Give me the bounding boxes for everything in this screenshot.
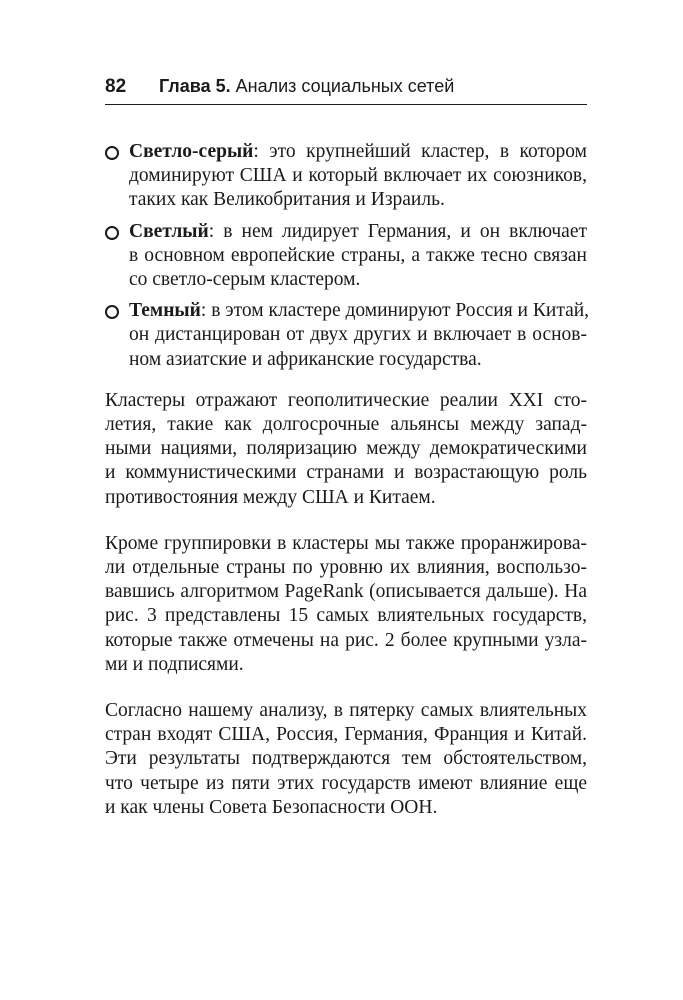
paragraph-line: и коммунистическими странами и возрастающую роль [105, 462, 587, 484]
paragraph-line: Кластеры отражают геополитические реалии XXI сто- [105, 389, 587, 411]
bullet-text: : это крупнейший кластер, в котором [253, 141, 587, 162]
paragraph [105, 532, 587, 677]
paragraph-line: ли отдельные страны по уровню их влияния, воспользо- [105, 557, 587, 579]
hollow-circle-bullet-icon [105, 146, 119, 160]
chapter-label: Глава 5. [159, 76, 231, 96]
paragraph-line: рис. 3 представлены 15 самых влиятельных государств, [105, 605, 587, 627]
running-header [105, 72, 587, 100]
bullet-line: доминируют США и который включает их союзников, [129, 165, 587, 187]
paragraph-line: стран входят США, Россия, Германия, Франция и Китай. [105, 724, 587, 746]
bullet-line: со светло-серым кластером. [129, 269, 361, 291]
bullet-text: : в этом кластере доминируют Россия и Китай, [200, 300, 590, 322]
paragraph-line: что четыре из пяти этих государств имеют влияние еще [105, 772, 587, 794]
paragraph-line: Кроме группировки в кластеры мы также проранжирова- [105, 532, 587, 554]
bullet-text: : в нем лидирует Германия, и он включает [208, 220, 587, 242]
paragraph-line: Согласно нашему анализу, в пятерку самых влиятельных [105, 700, 587, 722]
bullet-title: Темный [129, 300, 201, 322]
paragraph-line: ми и подписями. [105, 653, 244, 675]
paragraph [105, 389, 587, 510]
page-body [105, 140, 590, 820]
bullet-item [105, 299, 590, 372]
bullet-line [129, 220, 587, 244]
chapter-title: Анализ социальных сетей [235, 76, 455, 96]
paragraph-line: которые также отмечены на рис. 2 более крупными узла- [105, 629, 587, 651]
hollow-circle-bullet-icon [105, 226, 119, 240]
paragraph-line: вавшись алгоритмом PageRank (описывается дальше). На [105, 581, 587, 603]
paragraph-line: Эти результаты подтверждаются тем обстоятельством, [105, 748, 587, 770]
paragraph-line: противостояния между США и Китаем. [105, 486, 436, 508]
bullet-title: Светлый [129, 220, 209, 242]
paragraph-line: летия, такие как долгосрочные альянсы между запад- [105, 414, 587, 436]
bullet-item [105, 220, 587, 293]
bullet-line [129, 299, 590, 323]
bullet-line: ном азиатские и африканские государства. [129, 348, 482, 370]
bullet-title: Светло-серый [129, 141, 254, 162]
paragraph-line: ными нациями, поляризацию между демократическими [105, 438, 587, 460]
bullet-line: таких как Великобритания и Израиль. [129, 189, 445, 211]
bullet-line: в основном европейские страны, а также тесно связан [129, 244, 587, 266]
paragraph [105, 699, 587, 820]
page-number: 82 [105, 76, 127, 97]
bullet-item [105, 140, 587, 213]
paragraph-line: и как члены Совета Безопасности ООН. [105, 796, 438, 818]
header-rule [105, 104, 587, 105]
hollow-circle-bullet-icon [105, 305, 119, 319]
bullet-line [129, 140, 587, 164]
bullet-line: он дистанцирован от двух других и включает в основ- [129, 324, 587, 346]
